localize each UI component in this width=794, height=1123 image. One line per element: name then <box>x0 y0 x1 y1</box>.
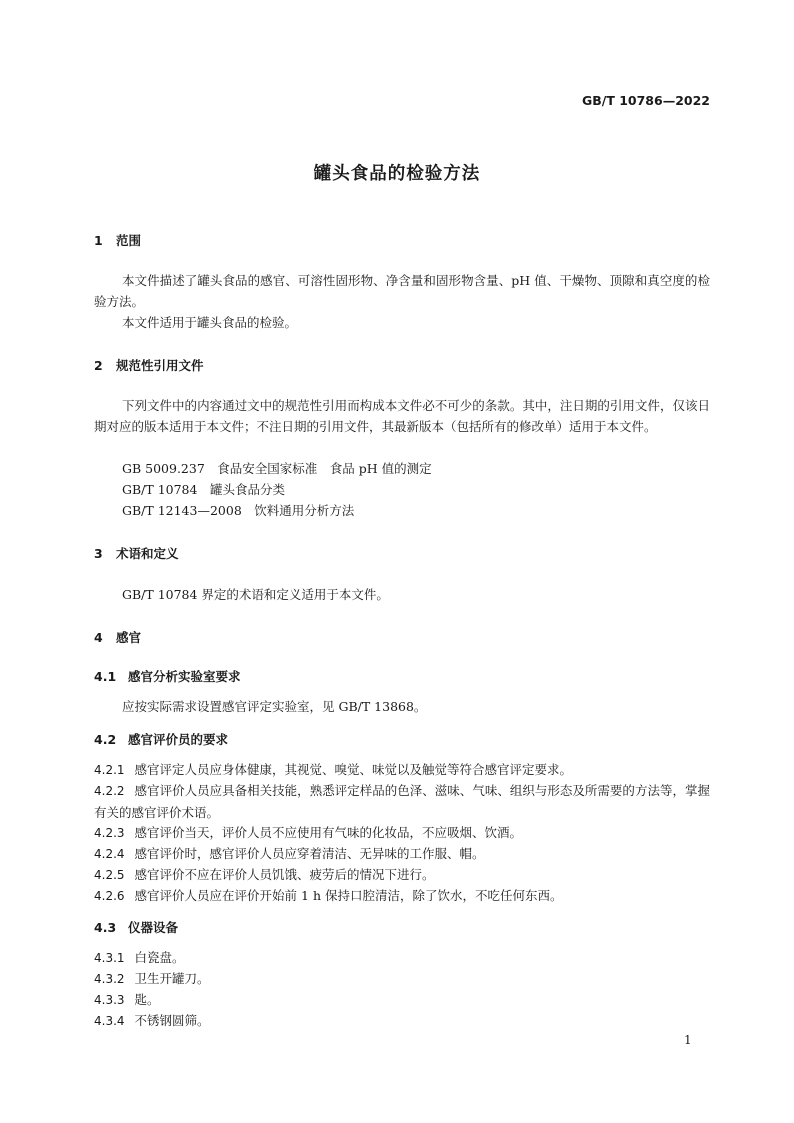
terms-paragraph: GB/T 10784 界定的术语和定义适用于本文件。 <box>122 587 389 602</box>
clause-text: 卫生开罐刀。 <box>134 971 210 986</box>
clause-4-2-3 <box>94 822 710 844</box>
subsection-title: 感官评价员的要求 <box>128 732 229 747</box>
clause-4-2-6 <box>94 885 710 907</box>
scope-paragraph-2: 本文件适用于罐头食品的检验。 <box>122 315 298 330</box>
clause-4-2-4 <box>94 843 710 865</box>
clause-4-3-2 <box>94 968 710 990</box>
section-3-heading <box>94 544 179 562</box>
reference-item: GB/T 12143—2008 饮料通用分析方法 <box>122 503 355 518</box>
subsection-title: 感官分析实验室要求 <box>128 669 241 684</box>
clause-4-2-1 <box>94 759 710 781</box>
subsection-number: 4.2 <box>94 732 117 747</box>
clause-number: 4.2.1 <box>94 763 125 777</box>
standard-number: GB/T 10786—2022 <box>581 93 710 108</box>
clause-number: 4.2.5 <box>94 868 125 882</box>
clause-number: 4.2.2 <box>94 784 125 798</box>
section-4-heading <box>94 628 141 646</box>
clause-text: 白瓷盘。 <box>134 950 185 965</box>
section-number: 2 <box>94 358 103 373</box>
section-number: 4 <box>94 630 103 645</box>
clause-4-3-1 <box>94 947 710 969</box>
clause-number: 4.3.4 <box>94 1014 125 1028</box>
clause-number: 4.2.4 <box>94 847 125 861</box>
clause-text: 感官评价人员应在评价开始前 1 h 保持口腔清洁，除了饮水，不吃任何东西。 <box>134 888 563 903</box>
reference-item: GB/T 10784 罐头食品分类 <box>122 482 285 497</box>
section-title: 感官 <box>116 630 142 645</box>
section-number: 1 <box>94 233 103 248</box>
page-number: 1 <box>684 1033 692 1047</box>
clause-text: 感官评价人员应具备相关技能，熟悉评定样品的色泽、滋味、气味、组织与形态及所需要的方法等，掌握有关的感官评价术语。 <box>94 783 710 820</box>
subsection-4-3-heading <box>94 918 178 936</box>
clause-number: 4.3.1 <box>94 951 125 965</box>
document-title: 罐头食品的检验方法 <box>313 164 481 184</box>
clause-number: 4.2.3 <box>94 826 125 840</box>
reference-item: GB 5009.237 食品安全国家标准 食品 pH 值的测定 <box>122 461 432 476</box>
clause-text: 感官评价不应在评价人员饥饿、疲劳后的情况下进行。 <box>134 867 435 882</box>
subsection-4-1-heading <box>94 667 241 685</box>
clause-text: 感官评价当天，评价人员不应使用有气味的化妆品，不应吸烟、饮酒。 <box>134 825 523 840</box>
clause-number: 4.3.3 <box>94 993 125 1007</box>
section-1-heading <box>94 231 141 249</box>
clause-4-2-2 <box>94 780 710 823</box>
clause-4-2-5 <box>94 864 710 886</box>
clause-text: 感官评定人员应身体健康，其视觉、嗅觉、味觉以及触觉等符合感官评定要求。 <box>134 762 573 777</box>
subsection-title: 仪器设备 <box>128 920 179 935</box>
clause-text: 感官评价时，感官评价人员应穿着清洁、无异味的工作服、帽。 <box>134 846 485 861</box>
clause-number: 4.2.6 <box>94 889 125 903</box>
lab-requirement-paragraph: 应按实际需求设置感官评定实验室，见 GB/T 13868。 <box>122 699 427 714</box>
scope-paragraph-1: 本文件描述了罐头食品的感官、可溶性固形物、净含量和固形物含量、pH 值、干燥物、顶隙和真空度的检验方法。 <box>94 273 710 309</box>
clause-4-3-3 <box>94 989 710 1011</box>
section-number: 3 <box>94 546 103 561</box>
section-title: 范围 <box>116 233 142 248</box>
clause-text: 不锈钢圆筛。 <box>134 1013 210 1028</box>
clause-text: 匙。 <box>134 992 160 1007</box>
section-title: 术语和定义 <box>116 546 179 561</box>
normative-references-intro: 下列文件中的内容通过文中的规范性引用而构成本文件必不可少的条款。其中，注日期的引用文件，仅该日期对应的版本适用于本文件；不注日期的引用文件，其最新版本（包括所有的修改单）适用于本文件。 <box>94 398 710 434</box>
clause-4-3-4 <box>94 1010 710 1032</box>
subsection-number: 4.1 <box>94 669 117 684</box>
subsection-number: 4.3 <box>94 920 117 935</box>
section-2-heading <box>94 356 204 374</box>
section-title: 规范性引用文件 <box>116 358 204 373</box>
subsection-4-2-heading <box>94 730 228 748</box>
clause-number: 4.3.2 <box>94 972 125 986</box>
